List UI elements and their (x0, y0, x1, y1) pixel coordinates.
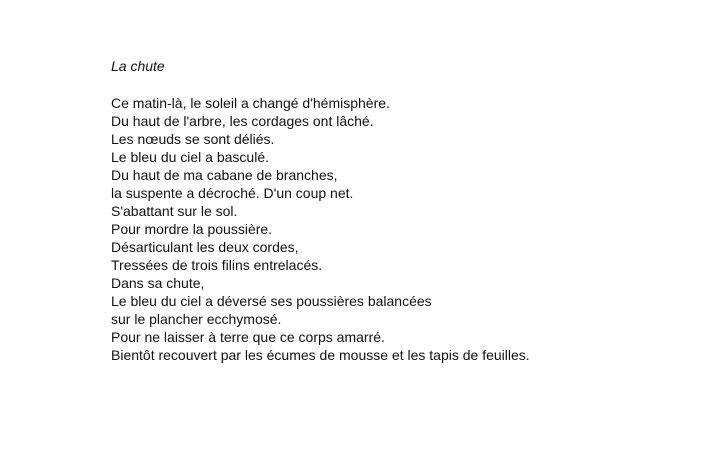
poem-line: la suspente a décroché. D'un coup net. (111, 185, 354, 201)
poem (111, 57, 691, 364)
poem-line: Bientôt recouvert par les écumes de mousse et les tapis de feuilles. (111, 347, 530, 363)
poem-line: Pour mordre la poussière. (111, 221, 273, 237)
poem-body (111, 94, 691, 364)
poem-line: Désarticulant les deux cordes, (111, 239, 299, 255)
poem-line: Le bleu du ciel a basculé. (111, 149, 269, 165)
poem-line: Tressées de trois filins entrelacés. (111, 257, 323, 273)
poem-line: sur le plancher ecchymosé. (111, 311, 282, 327)
poem-line: Le bleu du ciel a déversé ses poussières balancées (111, 293, 432, 309)
poem-line: Du haut de l'arbre, les cordages ont lâché. (111, 113, 374, 129)
poem-line: Les nœuds se sont déliés. (111, 131, 275, 147)
poem-line: S'abattant sur le sol. (111, 203, 238, 219)
poem-line: Ce matin-là, le soleil a changé d'hémisphère. (111, 95, 390, 111)
poem-title: La chute (111, 58, 165, 74)
poem-line: Dans sa chute, (111, 275, 205, 291)
poem-line: Pour ne laisser à terre que ce corps amarré. (111, 329, 385, 345)
poem-line: Du haut de ma cabane de branches, (111, 167, 338, 183)
